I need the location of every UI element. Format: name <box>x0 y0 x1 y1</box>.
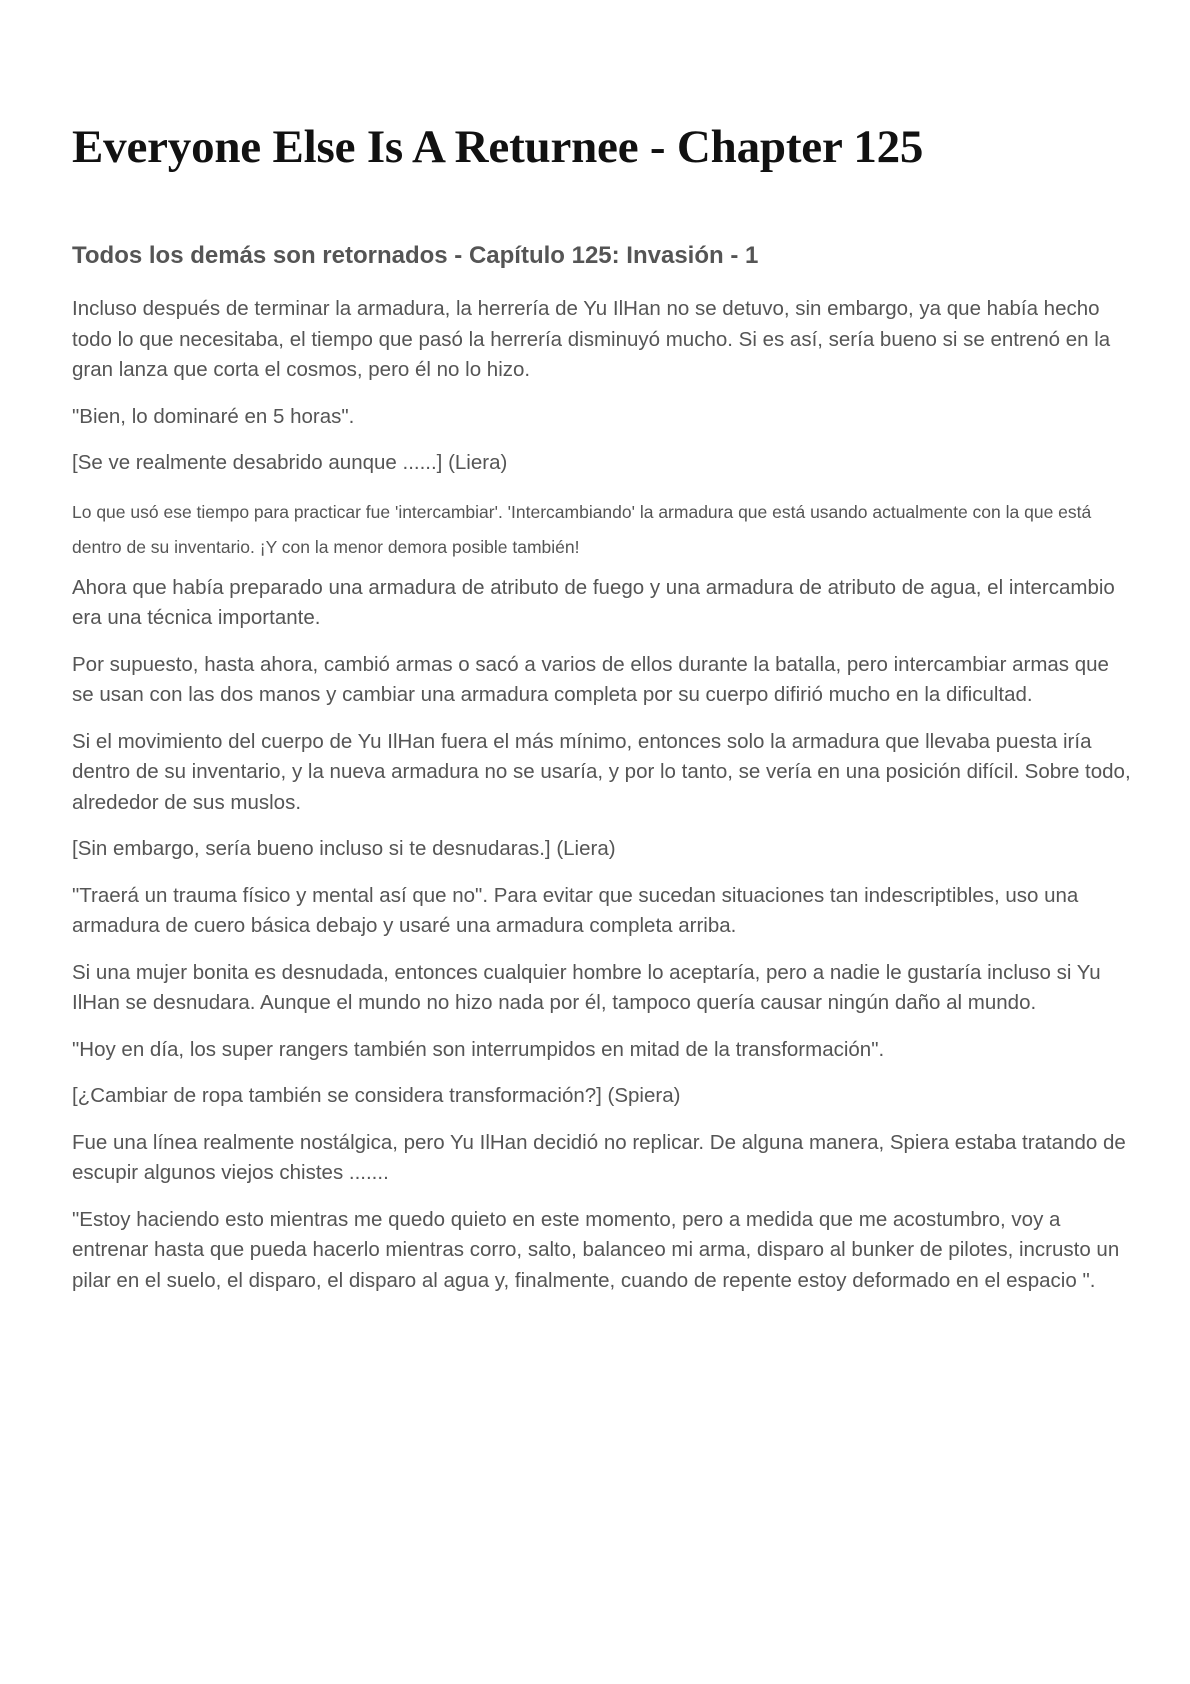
paragraph: Si el movimiento del cuerpo de Yu IlHan fuera el más mínimo, entonces solo la armadura que llevaba puesta iría dentro de su inventario, y la nueva armadura no se usaría, y por lo tanto, se vería en una posición difícil. Sobre todo, alrededor de sus muslos. <box>72 729 1131 814</box>
paragraph: Lo que usó ese tiempo para practicar fue 'intercambiar'. 'Intercambiando' la armadura que está usando actualmente con la que está dentro de su inventario. ¡Y con la menor demora posible también! <box>72 501 1092 557</box>
document-body <box>72 294 1132 1312</box>
document-title: Everyone Else Is A Returnee - Chapter 125 <box>72 121 924 173</box>
paragraph: "Bien, lo dominaré en 5 horas". <box>72 404 355 428</box>
paragraph: Por supuesto, hasta ahora, cambió armas o sacó a varios de ellos durante la batalla, pero intercambiar armas que se usan con las dos manos y cambiar una armadura completa por su cuerpo difirió mucho en la dificultad. <box>72 652 1109 706</box>
chapter-heading: Todos los demás son retornados - Capítulo 125: Invasión - 1 <box>72 242 759 269</box>
paragraph: "Estoy haciendo esto mientras me quedo quieto en este momento, pero a medida que me acostumbro, voy a entrenar hasta que pueda hacerlo mientras corro, salto, balanceo mi arma, disparo al bunker de pilotes, incrusto un pilar en el suelo, el disparo, el disparo al agua y, finalmente, cuando de repente estoy deformado en el espacio ". <box>72 1207 1120 1292</box>
paragraph: [Sin embargo, sería bueno incluso si te desnudaras.] (Liera) <box>72 837 616 860</box>
paragraph: Fue una línea realmente nostálgica, pero Yu IlHan decidió no replicar. De alguna manera, Spiera estaba tratando de escupir algunos viejos chistes ....... <box>72 1130 1126 1184</box>
paragraph: Incluso después de terminar la armadura, la herrería de Yu IlHan no se detuvo, sin embargo, ya que había hecho todo lo que necesitaba, el tiempo que pasó la herrería disminuyó mucho. Si es así, sería bueno si se entrenó en la gran lanza que corta el cosmos, pero él no lo hizo. <box>72 297 1111 381</box>
paragraph: Ahora que había preparado una armadura de atributo de fuego y una armadura de atributo de agua, el intercambio era una técnica importante. <box>72 575 1115 629</box>
paragraph: [¿Cambiar de ropa también se considera transformación?] (Spiera) <box>72 1084 681 1107</box>
paragraph: "Traerá un trauma físico y mental así que no". Para evitar que sucedan situaciones tan indescriptibles, uso una armadura de cuero básica debajo y usaré una armadura completa arriba. <box>72 883 1079 937</box>
paragraph: "Hoy en día, los super rangers también son interrumpidos en mitad de la transformación". <box>72 1037 885 1061</box>
paragraph: [Se ve realmente desabrido aunque ......] (Liera) <box>72 451 508 474</box>
paragraph: Si una mujer bonita es desnudada, entonces cualquier hombre lo aceptaría, pero a nadie le gustaría incluso si Yu IlHan se desnudara. Aunque el mundo no hizo nada por él, tampoco quería causar ningún daño al mundo. <box>72 960 1101 1014</box>
